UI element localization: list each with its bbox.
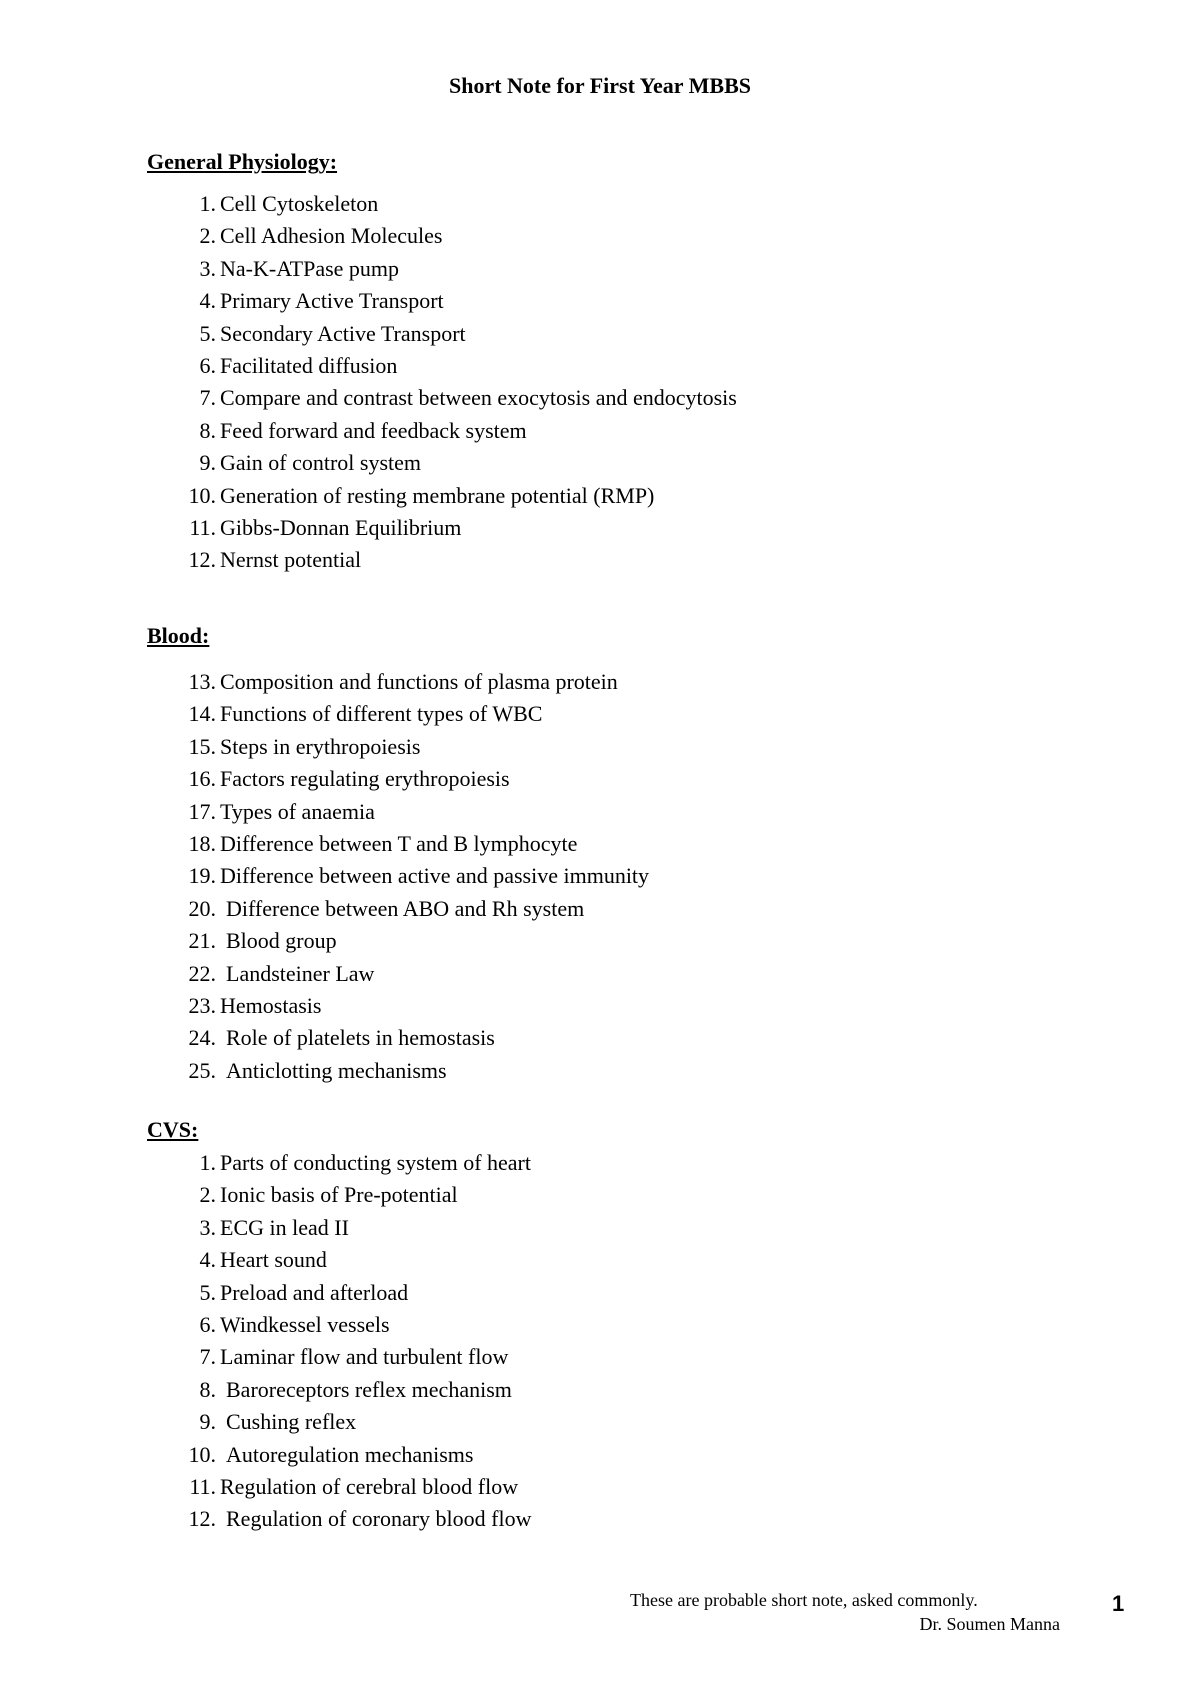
page-number: 1 <box>1112 1591 1125 1616</box>
item-number: 10. <box>188 1441 216 1467</box>
item-text: Ionic basis of Pre-potential <box>220 1182 458 1208</box>
item-number: 8. <box>199 1376 216 1402</box>
section-heading-general-physiology: General Physiology: <box>147 149 338 174</box>
item-number: 23. <box>188 992 216 1018</box>
item-number: 16. <box>188 766 216 792</box>
item-number: 22. <box>188 960 216 986</box>
item-text: Functions of different types of WBC <box>220 701 543 727</box>
item-text: Difference between T and B lymphocyte <box>220 830 578 856</box>
item-number: 13. <box>188 669 216 694</box>
item-text: Secondary Active Transport <box>220 320 466 346</box>
document-title: Short Note for First Year MBBS <box>448 73 752 98</box>
footer-note: These are probable short note, asked commonly. <box>630 1590 978 1610</box>
item-number: 20. <box>188 895 216 921</box>
item-text: Blood group <box>226 928 337 954</box>
item-number: 21. <box>188 928 216 954</box>
item-text: Cell Cytoskeleton <box>220 191 379 216</box>
item-text: Gain of control system <box>220 450 422 476</box>
item-number: 18. <box>188 830 216 856</box>
item-text: Feed forward and feedback system <box>220 417 527 443</box>
item-number: 3. <box>199 1214 216 1240</box>
section-heading-cvs: CVS: <box>147 1117 199 1142</box>
item-number: 11. <box>189 1473 216 1499</box>
item-number: 2. <box>199 1182 216 1208</box>
item-text: Steps in erythropoiesis <box>220 733 421 759</box>
item-text: Compare and contrast between exocytosis and endocytosis <box>220 385 737 411</box>
item-number: 3. <box>199 255 216 281</box>
item-text: Role of platelets in hemostasis <box>226 1025 495 1051</box>
item-number: 17. <box>188 798 216 824</box>
item-number: 1. <box>199 191 216 216</box>
item-text: Anticlotting mechanisms <box>226 1057 447 1083</box>
item-text: Windkessel vessels <box>220 1311 390 1337</box>
item-number: 10. <box>188 482 216 508</box>
item-text: Gibbs-Donnan Equilibrium <box>220 514 462 540</box>
item-text: Types of anaemia <box>220 798 375 824</box>
item-text: ECG in lead II <box>220 1214 349 1240</box>
item-number: 15. <box>188 733 216 759</box>
item-number: 8. <box>199 417 216 443</box>
item-text: Regulation of cerebral blood flow <box>220 1473 519 1499</box>
item-number: 5. <box>199 320 216 346</box>
item-text: Nernst potential <box>220 547 362 573</box>
item-number: 25. <box>188 1057 216 1083</box>
item-text: Preload and afterload <box>220 1279 409 1305</box>
item-number: 24. <box>188 1025 216 1051</box>
item-text: Primary Active Transport <box>220 288 444 314</box>
item-text: Difference between ABO and Rh system <box>226 895 585 921</box>
item-number: 7. <box>199 1344 216 1370</box>
item-number: 1. <box>199 1150 216 1175</box>
item-number: 19. <box>188 863 216 889</box>
item-number: 2. <box>199 223 216 249</box>
item-text: Cell Adhesion Molecules <box>220 223 443 249</box>
item-number: 11. <box>189 514 216 540</box>
item-text: Na-K-ATPase pump <box>220 255 400 281</box>
item-text: Heart sound <box>220 1247 327 1273</box>
item-number: 4. <box>199 288 216 314</box>
item-number: 7. <box>199 385 216 411</box>
item-text: Laminar flow and turbulent flow <box>220 1344 509 1370</box>
item-text: Generation of resting membrane potential (RMP) <box>220 482 655 508</box>
item-text: Facilitated diffusion <box>220 352 398 378</box>
item-text: Factors regulating erythropoiesis <box>220 766 510 792</box>
section-heading-blood: Blood: <box>147 623 210 648</box>
item-number: 6. <box>199 352 216 378</box>
item-text: Baroreceptors reflex mechanism <box>226 1376 512 1402</box>
footer-author: Dr. Soumen Manna <box>919 1614 1060 1634</box>
item-text: Cushing reflex <box>226 1409 357 1435</box>
item-number: 5. <box>199 1279 216 1305</box>
item-number: 9. <box>199 1409 216 1435</box>
item-number: 12. <box>188 1506 216 1532</box>
item-text: Regulation of coronary blood flow <box>226 1506 532 1532</box>
item-text: Composition and functions of plasma protein <box>220 669 618 694</box>
item-text: Autoregulation mechanisms <box>226 1441 474 1467</box>
item-text: Difference between active and passive immunity <box>220 863 650 889</box>
item-text: Landsteiner Law <box>226 960 375 986</box>
item-number: 12. <box>188 547 216 573</box>
item-text: Hemostasis <box>220 992 322 1018</box>
item-text: Parts of conducting system of heart <box>220 1150 531 1175</box>
item-number: 6. <box>199 1311 216 1337</box>
item-number: 14. <box>188 701 216 727</box>
item-number: 4. <box>199 1247 216 1273</box>
item-number: 9. <box>199 450 216 476</box>
